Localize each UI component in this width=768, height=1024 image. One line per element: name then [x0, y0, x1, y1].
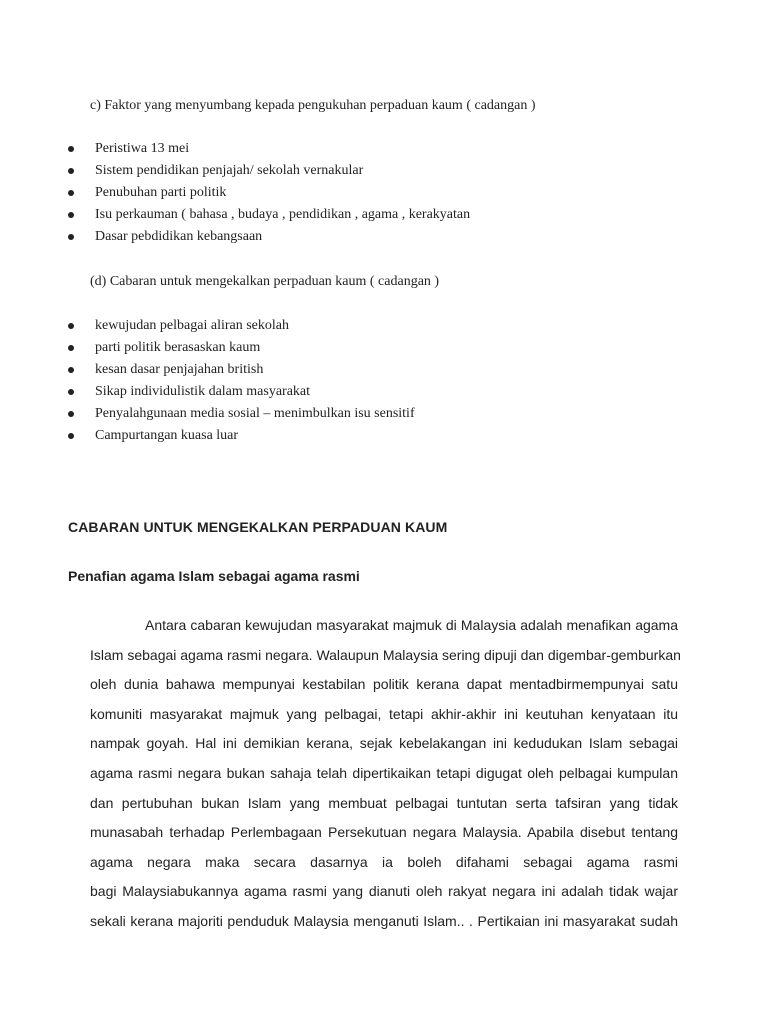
body-paragraph — [90, 611, 681, 937]
paragraph-line: agama negara maka secara dasarnya ia boleh difahami sebagai agama rasmi — [90, 853, 678, 870]
paragraph-line: komuniti masyarakat majmuk yang pelbagai, tetapi akhir-akhir ini keutuhan kenyataan itu — [90, 705, 678, 722]
bullet-icon — [68, 323, 74, 329]
bullet-icon — [68, 411, 74, 417]
bullet-icon — [68, 168, 74, 174]
bullet-icon — [68, 146, 74, 152]
bullet-icon — [68, 234, 74, 240]
list-item-text: Penubuhan parti politik — [95, 185, 227, 200]
paragraph-line: Antara cabaran kewujudan masyarakat majmuk di Malaysia adalah menafikan agama — [145, 617, 678, 633]
list-item-text: kewujudan pelbagai aliran sekolah — [95, 318, 289, 333]
list-item-text: Sistem pendidikan penjajah/ sekolah vernakular — [95, 163, 364, 178]
list-item-text: Campurtangan kuasa luar — [95, 428, 239, 443]
paragraph-line: dan pertubuhan bukan Islam yang membuat pelbagai tuntutan serta tafsiran yang tidak — [90, 794, 678, 811]
section-title: CABARAN UNTUK MENGEKALKAN PERPADUAN KAUM — [68, 519, 448, 535]
list-item-text: Penyalahgunaan media sosial – menimbulkan isu sensitif — [95, 406, 415, 421]
paragraph-line: oleh dunia bahawa mempunyai kestabilan politik kerana dapat mentadbirmempunyai satu — [90, 676, 678, 693]
list-item-text: Isu perkauman ( bahasa , budaya , pendidikan , agama , kerakyatan — [95, 207, 471, 222]
section-d-heading: (d) Cabaran untuk mengekalkan perpaduan kaum ( cadangan ) — [90, 274, 440, 289]
bullet-icon — [68, 212, 74, 218]
paragraph-line: bagi Malaysiabukannya agama rasmi yang dianuti oleh rakyat negara ini adalah tidak wajar — [90, 883, 678, 900]
sub-title: Penafian agama Islam sebagai agama rasmi — [68, 568, 360, 584]
list-item-text: parti politik berasaskan kaum — [95, 340, 261, 355]
bullet-icon — [68, 433, 74, 439]
list-item-text: kesan dasar penjajahan british — [95, 362, 264, 377]
list-item-text: Peristiwa 13 mei — [95, 141, 190, 156]
paragraph-line: Islam sebagai agama rasmi negara. Walaupun Malaysia sering dipuji dan digembar-gemburkan — [90, 646, 681, 663]
paragraph-line: nampak goyah. Hal ini demikian kerana, sejak kebelakangan ini kedudukan Islam sebagai — [90, 735, 678, 752]
paragraph-line: agama rasmi negara bukan sahaja telah dipertikaikan tetapi digugat oleh pelbagai kumpulan — [90, 764, 678, 781]
section-c-heading: c) Faktor yang menyumbang kepada pengukuhan perpaduan kaum ( cadangan ) — [90, 98, 536, 113]
bullet-icon — [68, 190, 74, 196]
bullet-icon — [68, 345, 74, 351]
bullet-icon — [68, 367, 74, 373]
list-item-text: Dasar pebdidikan kebangsaan — [95, 229, 263, 244]
paragraph-line: munasabah terhadap Perlembagaan Persekutuan negara Malaysia. Apabila disebut tentang — [90, 824, 678, 841]
list-item-text: Sikap individulistik dalam masyarakat — [95, 384, 311, 399]
paragraph-line: sekali kerana majoriti penduduk Malaysia menganuti Islam.. . Pertikaian ini masyarakat sudah — [90, 912, 678, 929]
bullet-icon — [68, 389, 74, 395]
